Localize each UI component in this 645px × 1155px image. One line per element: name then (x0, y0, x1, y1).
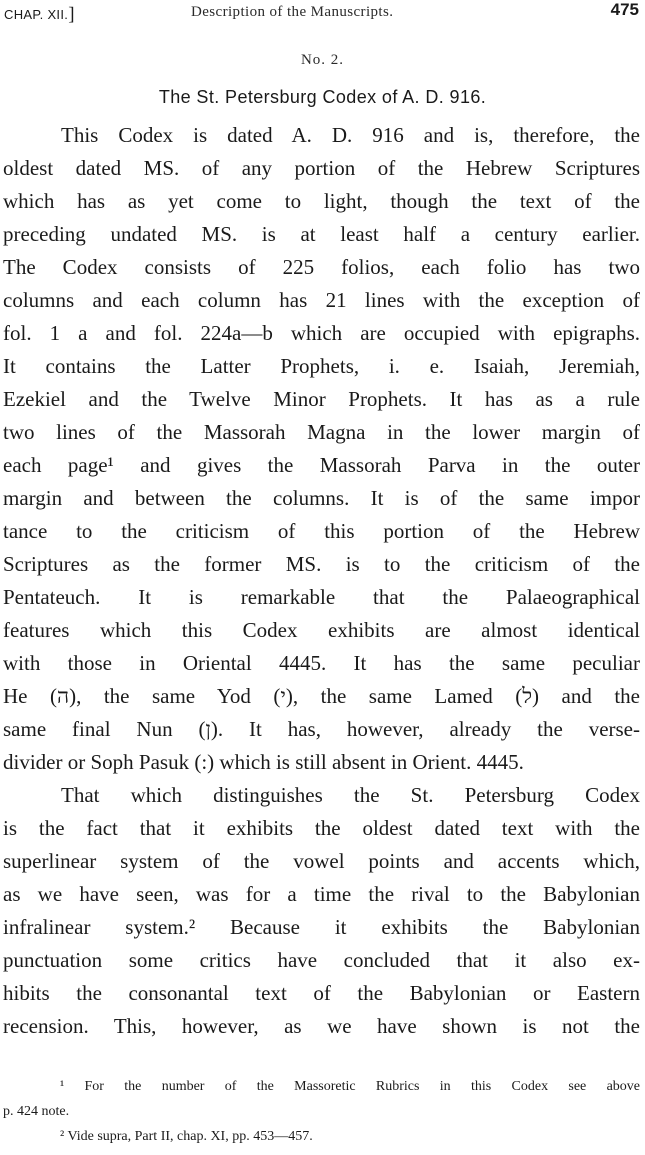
body-line: recension. This, however, as we have shown is not the (3, 1014, 640, 1038)
body-line: Pentateuch. It is remarkable that the Palaeographical (3, 585, 640, 609)
body-text (3, 119, 640, 1043)
running-head (0, 0, 645, 28)
body-line: This Codex is dated A. D. 916 and is, therefore, the (61, 123, 640, 147)
body-line: tance to the criticism of this portion of the Hebrew (3, 519, 640, 543)
body-line: Ezekiel and the Twelve Minor Prophets. It has as a rule (3, 387, 640, 411)
body-line: with those in Oriental 4445. It has the same peculiar (3, 651, 640, 675)
body-line: each page¹ and gives the Massorah Parva in the outer (3, 453, 640, 477)
body-line: columns and each column has 21 lines with the exception of (3, 288, 640, 312)
body-line: He (ה), the same Yod (י), the same Lamed (ל) and the (3, 684, 641, 708)
chapter-bracket: ] (68, 4, 75, 25)
body-line: infralinear system.² Because it exhibits the Babylonian (3, 915, 640, 939)
body-line: The Codex consists of 225 folios, each folio has two (3, 255, 640, 279)
page-number: 475 (610, 0, 639, 19)
chapter-label: CHAP. XII.] (4, 4, 75, 25)
body-line: preceding undated MS. is at least half a century earlier. (3, 222, 640, 246)
body-line: hibits the consonantal text of the Babylonian or Eastern (3, 981, 640, 1005)
body-line: features which this Codex exhibits are almost identical (3, 618, 640, 642)
body-line: superlinear system of the vowel points and accents which, (3, 849, 640, 873)
body-line: punctuation some critics have concluded that it also ex- (3, 948, 640, 972)
body-line: which has as yet come to light, though the text of the (3, 189, 640, 213)
body-line: same final Nun (ן). It has, however, already the verse- (3, 717, 640, 741)
body-line: two lines of the Massorah Magna in the lower margin of (3, 420, 640, 444)
running-title: Description of the Manuscripts. (191, 4, 394, 20)
section-number: No. 2. (300, 52, 345, 68)
body-line: That which distinguishes the St. Petersburg Codex (61, 783, 640, 807)
body-line: divider or Soph Pasuk (:) which is still absent in Orient. 4445. (3, 750, 524, 774)
footnote-line: ² Vide supra, Part II, chap. XI, pp. 453—457. (60, 1129, 313, 1144)
footnotes (3, 1074, 640, 1149)
body-line: It contains the Latter Prophets, i. e. Isaiah, Jeremiah, (3, 354, 640, 378)
body-line: margin and between the columns. It is of the same impor (3, 486, 640, 510)
body-line: is the fact that it exhibits the oldest dated text with the (3, 816, 640, 840)
footnote-line: ¹ For the number of the Massoretic Rubrics in this Codex see above (60, 1079, 640, 1094)
body-line: fol. 1 a and fol. 224a—b which are occupied with epigraphs. (3, 321, 640, 345)
body-line: oldest dated MS. of any portion of the Hebrew Scriptures (3, 156, 640, 180)
body-line: as we have seen, was for a time the rival to the Babylonian (3, 882, 640, 906)
body-line: Scriptures as the former MS. is to the criticism of the (3, 552, 640, 576)
section-title: The St. Petersburg Codex of A. D. 916. (158, 87, 487, 107)
footnote-line: p. 424 note. (3, 1104, 70, 1119)
